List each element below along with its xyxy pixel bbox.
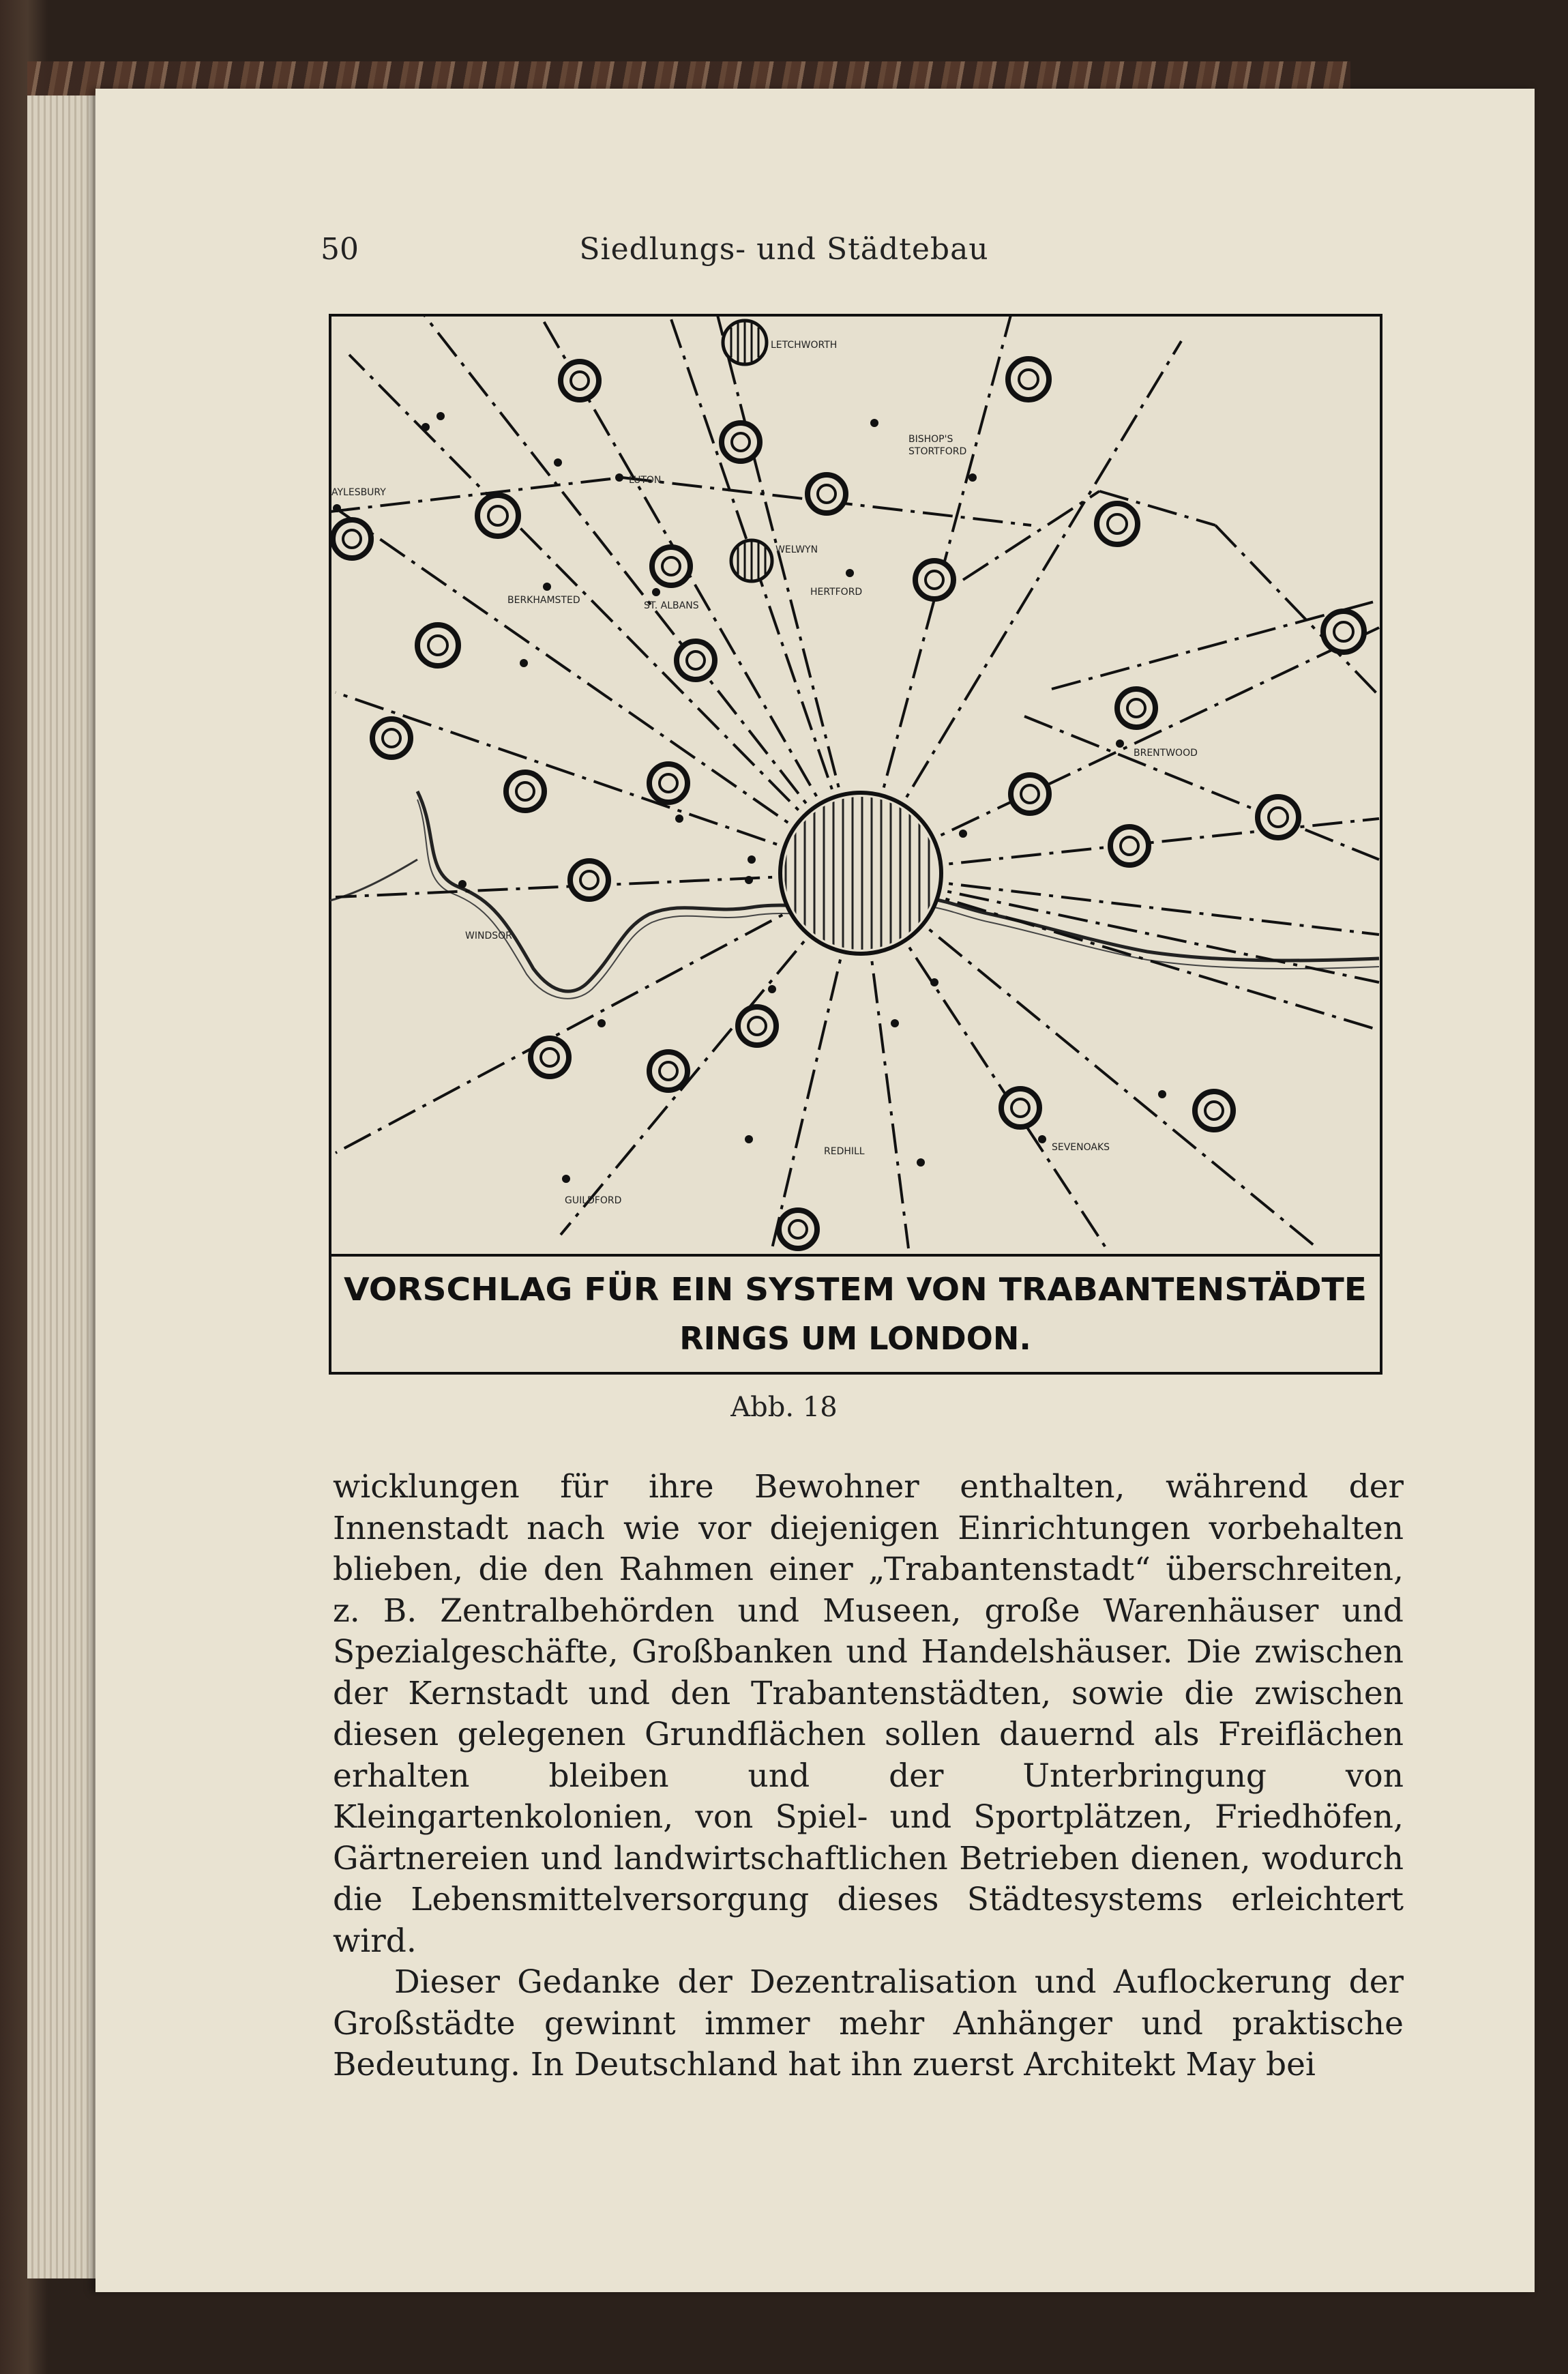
satellite-ring xyxy=(570,861,608,899)
label-welwyn: WELWYN xyxy=(775,544,818,555)
letchworth-marker xyxy=(723,321,767,364)
satellite-ring xyxy=(652,547,690,585)
running-title: Siedlungs- und Städtebau xyxy=(579,232,989,267)
body-text xyxy=(333,1467,1404,2086)
satellite-ring xyxy=(779,1210,817,1248)
page-number: 50 xyxy=(321,232,359,267)
satellite-ring xyxy=(417,625,458,666)
satellite-ring xyxy=(531,1038,569,1076)
label-redhill: REDHILL xyxy=(824,1146,865,1157)
label-hertford: HERTFORD xyxy=(810,587,863,598)
label-aylesbury: AYLESBURY xyxy=(331,487,386,498)
satellite-ring xyxy=(1258,797,1299,838)
label-windsor: WINDSOR xyxy=(465,930,512,941)
label-guildford: GUILDFORD xyxy=(565,1195,622,1206)
satellite-ring xyxy=(506,772,544,810)
satellite-ring xyxy=(677,641,715,679)
satellite-ring xyxy=(1110,827,1149,865)
map-svg xyxy=(329,314,1382,1375)
label-bishops-2: STORTFORD xyxy=(908,446,967,457)
label-brentwood: BRENTWOOD xyxy=(1134,748,1198,759)
satellite-town-map xyxy=(329,314,1382,1375)
label-st-albans: ST. ALBANS xyxy=(644,600,699,611)
satellite-ring xyxy=(1008,359,1049,400)
satellite-ring xyxy=(915,561,953,599)
satellite-ring xyxy=(1323,611,1364,652)
satellite-ring xyxy=(477,495,518,536)
label-berkhamsted: BERKHAMSTED xyxy=(507,595,580,606)
satellite-ring xyxy=(333,520,371,558)
figure-caption: Abb. 18 xyxy=(730,1392,838,1423)
satellite-ring xyxy=(738,1007,776,1045)
satellite-ring xyxy=(1011,775,1049,813)
paragraph-1: wicklungen für ihre Bewohner enthalten, während der Innenstadt nach wie vor diejenigen Einrichtungen vorbehalten blieben, die den Rahmen einer „Trabantenstadt“ überschreiten, z. B. Zentralbehörden und Museen, große Warenhäuser und Spezialgeschäfte, Großbanken und Handelshäuser. Die zwischen der Kernstadt und den Trabantenstädten, sowie die zwischen diesen gelegenen Grundflächen sollen dauernd als Freiflächen erhalten bleiben und der Unterbringung von Kleingartenkolonien, von Spiel- und Sportplätzen, Friedhöfen, Gärtnereien und landwirtschaftlichen Betrieben dienen, wodurch die Lebensmittelversorgung dieses Städtesystems erleichtert wird. xyxy=(333,1468,1404,1960)
paragraph-2: Dieser Gedanke der Dezentralisation und Auflockerung der Großstädte gewinnt immer mehr Anhänger und praktische Bedeutung. In Deutschland hat ihn zuerst Architekt May bei xyxy=(333,1963,1404,2083)
satellite-ring xyxy=(649,764,687,802)
satellite-ring xyxy=(1117,689,1155,727)
label-bishops-1: BISHOP'S xyxy=(908,434,953,445)
satellite-ring xyxy=(561,362,599,400)
map-title-line2: RINGS UM LONDON. xyxy=(679,1320,1031,1357)
satellite-ring xyxy=(1097,503,1138,544)
label-luton: LUTON xyxy=(629,475,662,486)
satellite-ring xyxy=(649,1052,687,1090)
label-sevenoaks: SEVENOAKS xyxy=(1052,1142,1110,1153)
satellite-ring xyxy=(808,475,846,513)
satellite-ring xyxy=(372,719,411,757)
satellite-ring xyxy=(722,423,760,461)
map-title-line1: VORSCHLAG FÜR EIN SYSTEM VON TRABANTENSTÄDTE xyxy=(344,1271,1367,1308)
welwyn-marker xyxy=(731,540,772,581)
satellite-ring xyxy=(1195,1091,1233,1130)
label-letchworth: LETCHWORTH xyxy=(771,340,838,351)
satellite-ring xyxy=(1001,1089,1039,1127)
